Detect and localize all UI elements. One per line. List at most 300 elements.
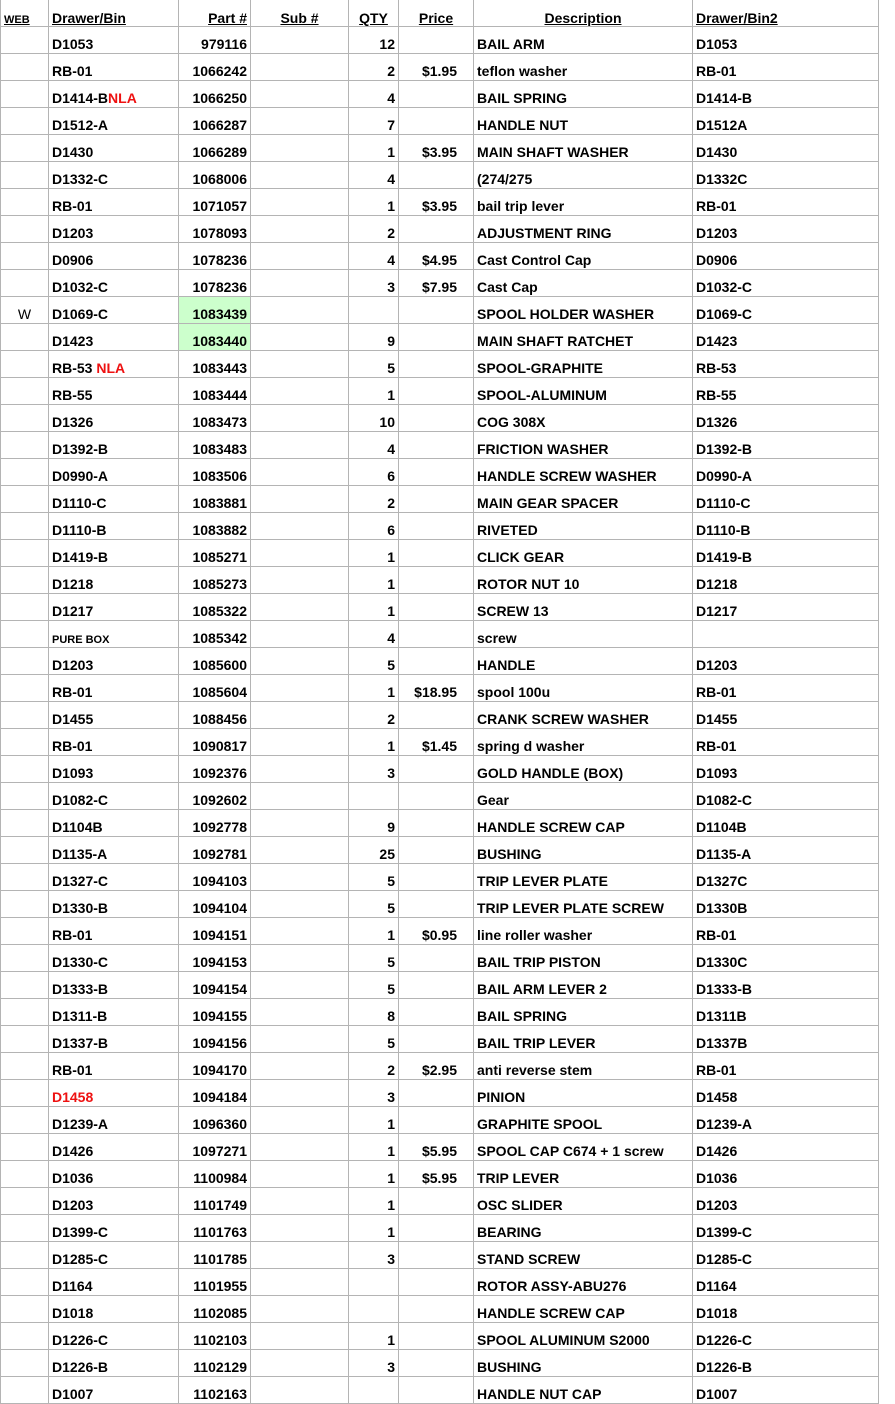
drawer-bin-text: D1104B <box>52 819 103 835</box>
part-number-cell: 1102103 <box>179 1323 251 1350</box>
part-number-cell: 1085273 <box>179 567 251 594</box>
price-cell: $1.95 <box>399 54 474 81</box>
description-cell: ROTOR ASSY-ABU276 <box>474 1269 693 1296</box>
table-row <box>1 1323 879 1350</box>
qty-cell: 1 <box>349 567 399 594</box>
price-cell: $2.95 <box>399 1053 474 1080</box>
sub-number-cell <box>251 621 349 648</box>
table-row <box>1 432 879 459</box>
web-cell <box>1 243 49 270</box>
price-cell <box>399 459 474 486</box>
drawer-bin2-cell: D1007 <box>693 1377 879 1404</box>
drawer-bin-cell <box>49 486 179 513</box>
table-row <box>1 1377 879 1404</box>
table-row <box>1 27 879 54</box>
description-cell: Gear <box>474 783 693 810</box>
part-number-cell: 1094170 <box>179 1053 251 1080</box>
part-number-cell: 1096360 <box>179 1107 251 1134</box>
drawer-bin-cell <box>49 513 179 540</box>
price-cell <box>399 810 474 837</box>
drawer-bin2-cell: D1399-C <box>693 1215 879 1242</box>
sub-number-cell <box>251 594 349 621</box>
price-cell <box>399 540 474 567</box>
price-cell <box>399 1296 474 1323</box>
drawer-bin-cell <box>49 567 179 594</box>
table-row <box>1 243 879 270</box>
header-price: Price <box>399 0 474 27</box>
price-cell <box>399 891 474 918</box>
sub-number-cell <box>251 108 349 135</box>
table-row <box>1 729 879 756</box>
drawer-bin-text: D1069-C <box>52 306 109 322</box>
description-cell: TRIP LEVER <box>474 1161 693 1188</box>
drawer-bin-text: RB-01 <box>52 198 93 214</box>
web-cell <box>1 594 49 621</box>
drawer-bin2-cell: D1036 <box>693 1161 879 1188</box>
qty-cell <box>349 1296 399 1323</box>
drawer-bin-cell <box>49 1161 179 1188</box>
price-cell: $3.95 <box>399 135 474 162</box>
table-row <box>1 108 879 135</box>
table-row <box>1 945 879 972</box>
drawer-bin-cell <box>49 1026 179 1053</box>
drawer-bin2-cell: D1337B <box>693 1026 879 1053</box>
part-number-cell: 1092781 <box>179 837 251 864</box>
drawer-bin2-cell: D1414-B <box>693 81 879 108</box>
drawer-bin-text: D1226-B <box>52 1359 109 1375</box>
price-cell: $5.95 <box>399 1161 474 1188</box>
header-web: WEB <box>1 0 49 27</box>
description-cell: MAIN GEAR SPACER <box>474 486 693 513</box>
description-cell: SPOOL-GRAPHITE <box>474 351 693 378</box>
qty-cell: 2 <box>349 702 399 729</box>
drawer-bin-text: D1036 <box>52 1170 94 1186</box>
sub-number-cell <box>251 972 349 999</box>
qty-cell: 1 <box>349 378 399 405</box>
drawer-bin-cell <box>49 621 179 648</box>
description-cell: screw <box>474 621 693 648</box>
description-cell: BAIL SPRING <box>474 81 693 108</box>
sub-number-cell <box>251 405 349 432</box>
price-cell: $7.95 <box>399 270 474 297</box>
drawer-bin-cell <box>49 945 179 972</box>
qty-cell: 2 <box>349 54 399 81</box>
drawer-bin-text: D1337-B <box>52 1035 109 1051</box>
sub-number-cell <box>251 1215 349 1242</box>
table-row <box>1 1134 879 1161</box>
drawer-bin2-cell: D1164 <box>693 1269 879 1296</box>
price-cell <box>399 999 474 1026</box>
qty-cell: 25 <box>349 837 399 864</box>
drawer-bin2-cell: D1217 <box>693 594 879 621</box>
sub-number-cell <box>251 459 349 486</box>
sub-number-cell <box>251 999 349 1026</box>
qty-cell: 2 <box>349 1053 399 1080</box>
drawer-bin-cell <box>49 1323 179 1350</box>
drawer-bin2-cell: D1419-B <box>693 540 879 567</box>
description-cell: spool 100u <box>474 675 693 702</box>
sub-number-cell <box>251 1080 349 1107</box>
description-cell: GRAPHITE SPOOL <box>474 1107 693 1134</box>
drawer-bin-text: D1311-B <box>52 1008 108 1024</box>
drawer-bin-cell <box>49 459 179 486</box>
qty-cell: 5 <box>349 972 399 999</box>
drawer-bin-cell <box>49 243 179 270</box>
description-cell: HANDLE <box>474 648 693 675</box>
drawer-bin-cell <box>49 648 179 675</box>
sub-number-cell <box>251 1296 349 1323</box>
price-cell: $5.95 <box>399 1134 474 1161</box>
table-row <box>1 189 879 216</box>
drawer-bin-cell <box>49 837 179 864</box>
price-cell <box>399 648 474 675</box>
drawer-bin-text: RB-01 <box>52 684 93 700</box>
drawer-bin-text: D1330-C <box>52 954 109 970</box>
drawer-bin-cell <box>49 1053 179 1080</box>
drawer-bin-text: D1426 <box>52 1143 94 1159</box>
web-cell <box>1 1161 49 1188</box>
part-number-cell: 1066287 <box>179 108 251 135</box>
drawer-bin2-cell: D1082-C <box>693 783 879 810</box>
web-cell <box>1 1269 49 1296</box>
price-cell: $0.95 <box>399 918 474 945</box>
description-cell: BAIL ARM <box>474 27 693 54</box>
drawer-bin2-cell: D1093 <box>693 756 879 783</box>
drawer-bin-cell <box>49 1242 179 1269</box>
qty-cell <box>349 1377 399 1404</box>
price-cell <box>399 297 474 324</box>
qty-cell: 8 <box>349 999 399 1026</box>
price-cell <box>399 567 474 594</box>
web-cell <box>1 621 49 648</box>
table-row <box>1 810 879 837</box>
drawer-bin-text: D1392-B <box>52 441 109 457</box>
web-cell <box>1 810 49 837</box>
table-row <box>1 756 879 783</box>
description-cell: HANDLE NUT CAP <box>474 1377 693 1404</box>
drawer-bin-text: D1007 <box>52 1386 94 1402</box>
sub-number-cell <box>251 810 349 837</box>
qty-cell: 1 <box>349 1215 399 1242</box>
table-row <box>1 972 879 999</box>
drawer-bin-text: D1018 <box>52 1305 94 1321</box>
description-cell: BUSHING <box>474 1350 693 1377</box>
sub-number-cell <box>251 1323 349 1350</box>
header-drawer-bin: Drawer/Bin <box>49 0 179 27</box>
drawer-bin2-cell: RB-53 <box>693 351 879 378</box>
price-cell: $4.95 <box>399 243 474 270</box>
drawer-bin-text: D1455 <box>52 711 94 727</box>
drawer-bin-text: D1218 <box>52 576 94 592</box>
drawer-bin-text: D1203 <box>52 657 94 673</box>
table-row <box>1 621 879 648</box>
drawer-bin2-cell: D1135-A <box>693 837 879 864</box>
table-row <box>1 1269 879 1296</box>
sub-number-cell <box>251 648 349 675</box>
drawer-bin-cell <box>49 702 179 729</box>
drawer-bin-text: RB-55 <box>52 387 93 403</box>
table-row <box>1 216 879 243</box>
table-row <box>1 1296 879 1323</box>
drawer-bin-text: D1423 <box>52 333 94 349</box>
price-cell <box>399 81 474 108</box>
qty-cell: 2 <box>349 486 399 513</box>
web-cell <box>1 729 49 756</box>
price-cell: $1.45 <box>399 729 474 756</box>
sub-number-cell <box>251 486 349 513</box>
drawer-bin-cell <box>49 216 179 243</box>
web-cell <box>1 783 49 810</box>
part-number-cell: 1088456 <box>179 702 251 729</box>
web-cell <box>1 1242 49 1269</box>
drawer-bin-cell <box>49 1188 179 1215</box>
table-row <box>1 405 879 432</box>
header-row <box>1 0 879 27</box>
description-cell: STAND SCREW <box>474 1242 693 1269</box>
qty-cell: 1 <box>349 918 399 945</box>
price-cell <box>399 1323 474 1350</box>
table-row <box>1 648 879 675</box>
part-number-cell: 1071057 <box>179 189 251 216</box>
drawer-bin-text: D1512-A <box>52 117 109 133</box>
description-cell: BUSHING <box>474 837 693 864</box>
drawer-bin-cell <box>49 135 179 162</box>
price-cell: $3.95 <box>399 189 474 216</box>
qty-cell: 3 <box>349 756 399 783</box>
price-cell <box>399 783 474 810</box>
description-cell: BAIL ARM LEVER 2 <box>474 972 693 999</box>
drawer-bin-cell <box>49 378 179 405</box>
description-cell: PINION <box>474 1080 693 1107</box>
part-number-cell: 1094156 <box>179 1026 251 1053</box>
drawer-bin2-cell: D1285-C <box>693 1242 879 1269</box>
part-number-cell: 1083483 <box>179 432 251 459</box>
qty-cell: 3 <box>349 270 399 297</box>
qty-cell: 4 <box>349 432 399 459</box>
part-number-cell: 1083444 <box>179 378 251 405</box>
drawer-bin2-cell: RB-01 <box>693 675 879 702</box>
description-cell: SPOOL-ALUMINUM <box>474 378 693 405</box>
part-number-cell: 1101785 <box>179 1242 251 1269</box>
qty-cell: 1 <box>349 1134 399 1161</box>
drawer-bin-text: D1093 <box>52 765 94 781</box>
drawer-bin-text: D1226-C <box>52 1332 109 1348</box>
drawer-bin-cell <box>49 351 179 378</box>
qty-cell: 4 <box>349 162 399 189</box>
drawer-bin2-cell: D1226-B <box>693 1350 879 1377</box>
part-number-cell: 1102085 <box>179 1296 251 1323</box>
part-number-cell: 1066250 <box>179 81 251 108</box>
qty-cell: 3 <box>349 1080 399 1107</box>
drawer-bin2-cell: D1018 <box>693 1296 879 1323</box>
description-cell: FRICTION WASHER <box>474 432 693 459</box>
web-cell <box>1 999 49 1026</box>
drawer-bin-text: D1135-A <box>52 846 108 862</box>
price-cell <box>399 324 474 351</box>
sub-number-cell <box>251 1161 349 1188</box>
drawer-bin2-cell: D1333-B <box>693 972 879 999</box>
web-cell <box>1 108 49 135</box>
drawer-bin-cell <box>49 1215 179 1242</box>
qty-cell: 5 <box>349 945 399 972</box>
web-cell <box>1 351 49 378</box>
part-number-cell: 1083881 <box>179 486 251 513</box>
web-cell <box>1 1026 49 1053</box>
drawer-bin-text: D1053 <box>52 36 94 52</box>
drawer-bin2-cell: RB-01 <box>693 1053 879 1080</box>
part-number-cell: 1085271 <box>179 540 251 567</box>
description-cell: ADJUSTMENT RING <box>474 216 693 243</box>
sub-number-cell <box>251 270 349 297</box>
drawer-bin-text: D1203 <box>52 225 94 241</box>
web-cell <box>1 27 49 54</box>
drawer-bin2-cell: D1426 <box>693 1134 879 1161</box>
drawer-bin2-cell: D1203 <box>693 648 879 675</box>
drawer-bin-text: D1285-C <box>52 1251 109 1267</box>
qty-cell: 1 <box>349 594 399 621</box>
sub-number-cell <box>251 1134 349 1161</box>
part-number-cell: 1085322 <box>179 594 251 621</box>
qty-cell: 10 <box>349 405 399 432</box>
price-cell <box>399 351 474 378</box>
web-cell <box>1 891 49 918</box>
sub-number-cell <box>251 1269 349 1296</box>
sub-number-cell <box>251 1377 349 1404</box>
drawer-bin2-cell: D1332C <box>693 162 879 189</box>
drawer-bin2-cell: RB-55 <box>693 378 879 405</box>
drawer-bin-cell <box>49 1107 179 1134</box>
price-cell <box>399 1107 474 1134</box>
drawer-bin2-cell: RB-01 <box>693 54 879 81</box>
table-row <box>1 702 879 729</box>
drawer-bin-cell <box>49 810 179 837</box>
drawer-bin2-cell <box>693 621 879 648</box>
drawer-bin-cell <box>49 756 179 783</box>
description-cell: COG 308X <box>474 405 693 432</box>
price-cell <box>399 972 474 999</box>
description-cell: BAIL TRIP PISTON <box>474 945 693 972</box>
drawer-bin-text: D1164 <box>52 1278 93 1294</box>
drawer-bin-cell <box>49 27 179 54</box>
drawer-bin-cell <box>49 675 179 702</box>
description-cell: ROTOR NUT 10 <box>474 567 693 594</box>
drawer-bin-text: D1326 <box>52 414 94 430</box>
part-number-cell: 1078236 <box>179 243 251 270</box>
drawer-bin-text: D1458 <box>52 1089 94 1105</box>
price-cell <box>399 864 474 891</box>
table-row <box>1 864 879 891</box>
part-number-cell: 1092376 <box>179 756 251 783</box>
drawer-bin-text: RB-01 <box>52 63 93 79</box>
web-cell <box>1 837 49 864</box>
price-cell <box>399 837 474 864</box>
table-row <box>1 270 879 297</box>
qty-cell: 1 <box>349 729 399 756</box>
drawer-bin-text: D1203 <box>52 1197 94 1213</box>
price-cell <box>399 756 474 783</box>
nla-flag: NLA <box>96 360 126 376</box>
price-cell <box>399 1215 474 1242</box>
sub-number-cell <box>251 918 349 945</box>
web-cell <box>1 1080 49 1107</box>
drawer-bin-text: D1330-B <box>52 900 109 916</box>
drawer-bin-text: D1110-C <box>52 495 107 511</box>
web-cell <box>1 162 49 189</box>
price-cell <box>399 378 474 405</box>
web-cell <box>1 486 49 513</box>
sub-number-cell <box>251 351 349 378</box>
price-cell <box>399 621 474 648</box>
part-number-cell: 1092602 <box>179 783 251 810</box>
sub-number-cell <box>251 378 349 405</box>
drawer-bin-text: D1333-B <box>52 981 109 997</box>
part-number-cell: 1102163 <box>179 1377 251 1404</box>
drawer-bin-cell <box>49 594 179 621</box>
drawer-bin2-cell: D0906 <box>693 243 879 270</box>
drawer-bin-cell <box>49 999 179 1026</box>
web-cell <box>1 459 49 486</box>
drawer-bin-cell <box>49 972 179 999</box>
drawer-bin-text: D1327-C <box>52 873 109 889</box>
table-row <box>1 1161 879 1188</box>
description-cell: BEARING <box>474 1215 693 1242</box>
qty-cell: 3 <box>349 1350 399 1377</box>
drawer-bin-text: D1239-A <box>52 1116 109 1132</box>
web-cell <box>1 270 49 297</box>
part-number-cell: 1083882 <box>179 513 251 540</box>
drawer-bin-text: D0906 <box>52 252 94 268</box>
drawer-bin-text: D1332-C <box>52 171 109 187</box>
table-row <box>1 918 879 945</box>
table-row <box>1 297 879 324</box>
table-row <box>1 324 879 351</box>
sub-number-cell <box>251 1350 349 1377</box>
drawer-bin2-cell: RB-01 <box>693 918 879 945</box>
sub-number-cell <box>251 945 349 972</box>
drawer-bin2-cell: D1032-C <box>693 270 879 297</box>
table-row <box>1 81 879 108</box>
web-cell <box>1 135 49 162</box>
web-cell <box>1 918 49 945</box>
header-qty: QTY <box>349 0 399 27</box>
qty-cell: 1 <box>349 675 399 702</box>
description-cell: RIVETED <box>474 513 693 540</box>
table-row <box>1 783 879 810</box>
qty-cell: 1 <box>349 135 399 162</box>
qty-cell: 5 <box>349 351 399 378</box>
description-cell: Cast Control Cap <box>474 243 693 270</box>
drawer-bin-text: RB-01 <box>52 927 93 943</box>
drawer-bin2-cell: D1239-A <box>693 1107 879 1134</box>
drawer-bin-cell <box>49 918 179 945</box>
drawer-bin-cell <box>49 1080 179 1107</box>
drawer-bin-text: D1032-C <box>52 279 109 295</box>
drawer-bin2-cell: D1392-B <box>693 432 879 459</box>
price-cell <box>399 702 474 729</box>
web-cell <box>1 189 49 216</box>
description-cell: HANDLE SCREW WASHER <box>474 459 693 486</box>
part-number-cell: 1085604 <box>179 675 251 702</box>
description-cell: SPOOL ALUMINUM S2000 <box>474 1323 693 1350</box>
header-description: Description <box>474 0 693 27</box>
sub-number-cell <box>251 162 349 189</box>
table-row <box>1 594 879 621</box>
web-cell <box>1 405 49 432</box>
description-cell: bail trip lever <box>474 189 693 216</box>
drawer-bin-cell <box>49 1377 179 1404</box>
part-number-cell: 1066289 <box>179 135 251 162</box>
table-row <box>1 540 879 567</box>
